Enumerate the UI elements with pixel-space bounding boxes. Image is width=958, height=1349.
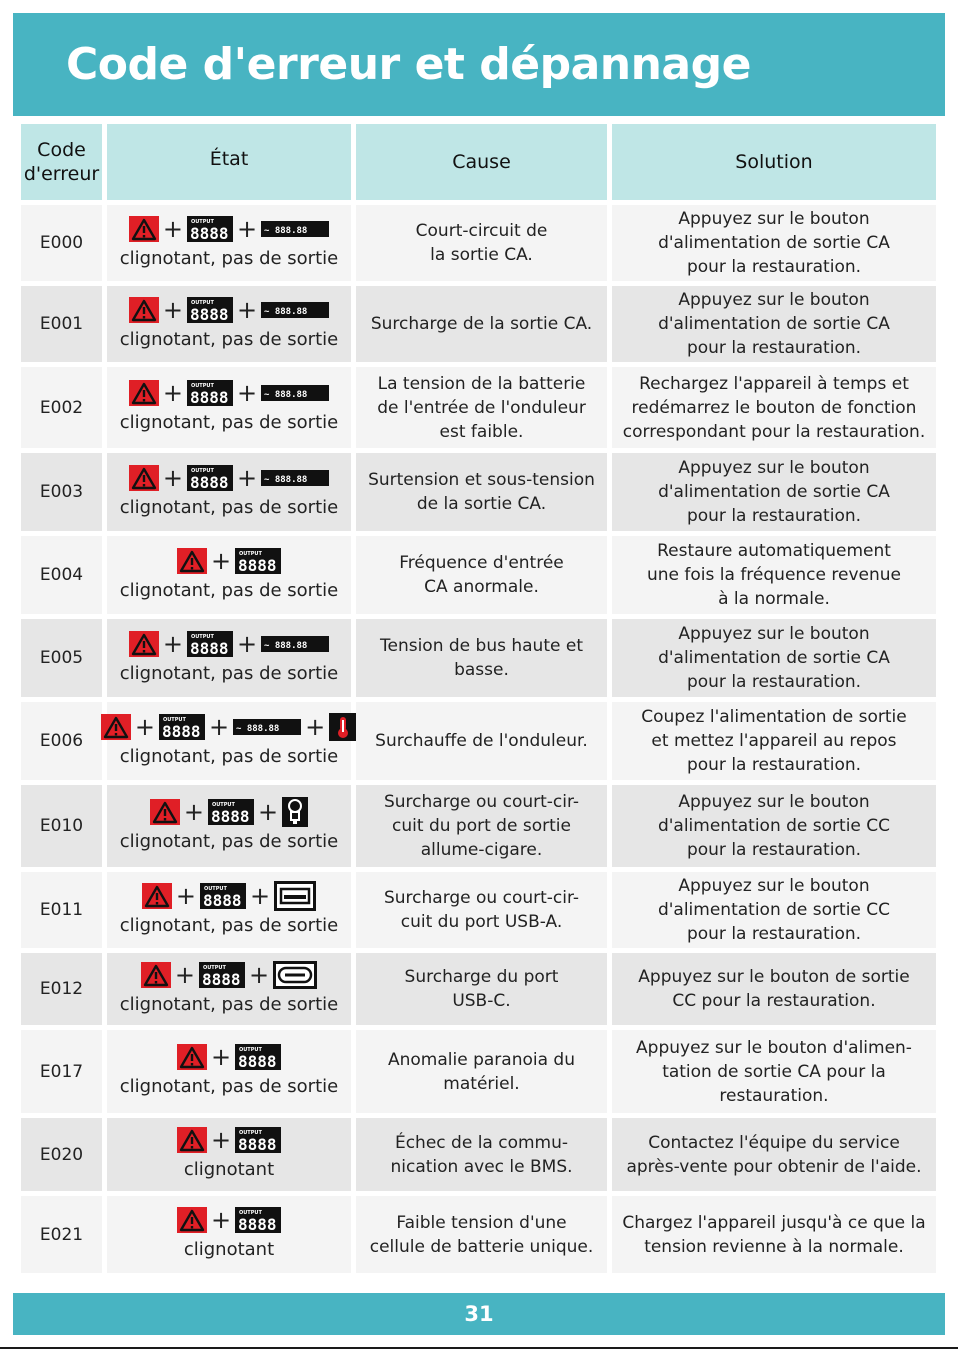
cause-cell: Court-circuit de la sortie CA. [356, 205, 607, 281]
cause-cell: La tension de la batterie de l'entrée de l'onduleur est faible. [356, 367, 607, 448]
svg-text:OUTPUT: OUTPUT [191, 467, 214, 474]
svg-text:OUTPUT: OUTPUT [191, 383, 214, 389]
svg-text:OUTPUT: OUTPUT [203, 964, 226, 971]
plus-sign: + [237, 379, 258, 407]
indicator-icons [177, 1207, 281, 1233]
error-code-cell: E021 [21, 1196, 102, 1273]
plus-sign: + [210, 1126, 232, 1154]
state-cell [107, 1118, 351, 1191]
indicator-icons [129, 216, 329, 242]
output-display [235, 1207, 281, 1233]
error-code-cell: E011 [21, 872, 102, 948]
state-cell [107, 619, 351, 697]
plus-sign: + [162, 379, 183, 407]
page-number: 31 [464, 1302, 494, 1326]
state-text: clignotant, pas de sortie [119, 745, 339, 767]
usb-c-icon [273, 961, 317, 989]
output-display [187, 631, 233, 657]
cause-cell: Échec de la commu- nication avec le BMS. [356, 1118, 607, 1191]
svg-text:OUTPUT: OUTPUT [204, 885, 227, 892]
output-display [159, 714, 205, 740]
svg-text:~ 888.88: ~ 888.88 [236, 723, 280, 734]
plus-sign: + [258, 797, 279, 826]
cause-cell: Surchauffe de l'onduleur. [356, 702, 607, 780]
indicator-icons [177, 548, 281, 574]
solution-cell: Restaure automatiquement une fois la fréquence revenue à la normale. [612, 536, 936, 614]
svg-text:OUTPUT: OUTPUT [191, 299, 214, 306]
indicator-icons [177, 1044, 281, 1070]
state-cell [107, 367, 351, 448]
svg-text:OUTPUT: OUTPUT [212, 801, 235, 808]
plus-sign: + [174, 960, 195, 989]
footer-bar [13, 1293, 945, 1335]
indicator-icons [177, 1127, 281, 1153]
cause-cell: Fréquence d'entrée CA anormale. [356, 536, 607, 614]
svg-text:8888: 8888 [190, 304, 229, 323]
plus-sign: + [210, 1043, 232, 1071]
state-cell [107, 1196, 351, 1273]
warning-icon [177, 1044, 207, 1070]
solution-cell: Appuyez sur le bouton d'alimentation de sortie CA pour la restauration. [612, 205, 936, 281]
plus-sign: + [162, 463, 183, 492]
error-code-cell: E004 [21, 536, 102, 614]
output-display [200, 883, 246, 909]
plus-sign: + [183, 797, 204, 826]
plus-sign: + [162, 629, 183, 658]
state-cell [107, 453, 351, 531]
frequency-display [261, 385, 329, 401]
error-code-cell: E017 [21, 1030, 102, 1113]
warning-icon [129, 465, 159, 491]
warning-icon [129, 216, 159, 242]
output-display [199, 962, 245, 988]
output-display [208, 799, 254, 825]
output-display [235, 548, 281, 574]
state-text: clignotant, pas de sortie [119, 328, 339, 350]
state-cell [107, 1030, 351, 1113]
state-text: clignotant, pas de sortie [119, 1076, 339, 1097]
error-code-cell: E000 [21, 205, 102, 281]
header-solution [612, 124, 936, 200]
solution-cell: Appuyez sur le bouton d'alimen- tation de sortie CA pour la restauration. [612, 1030, 936, 1113]
usb-a-icon [274, 881, 316, 911]
plus-sign: + [237, 214, 258, 243]
solution-cell: Contactez l'équipe du service après-vente pour obtenir de l'aide. [612, 1118, 936, 1191]
page-title: Code d'erreur et dépannage [66, 39, 751, 90]
svg-text:8888: 8888 [238, 555, 277, 574]
state-cell [107, 872, 351, 948]
warning-icon [101, 714, 131, 740]
plus-sign: + [237, 463, 258, 492]
state-text: clignotant, pas de sortie [119, 662, 339, 684]
error-code-cell: E006 [21, 702, 102, 780]
svg-text:OUTPUT: OUTPUT [162, 716, 186, 723]
svg-text:8888: 8888 [238, 1215, 277, 1233]
plus-sign: + [237, 629, 258, 658]
car-socket-icon [282, 797, 308, 827]
plus-sign: + [134, 712, 155, 741]
solution-cell: Coupez l'alimentation de sortie et mettez l'appareil au repos pour la restauration. [612, 702, 936, 780]
svg-text:OUTPUT: OUTPUT [191, 218, 214, 225]
svg-text:8888: 8888 [238, 1052, 277, 1070]
output-display [235, 1044, 281, 1070]
error-code-cell: E010 [21, 785, 102, 867]
plus-sign: + [175, 881, 196, 910]
svg-text:~ 888.88: ~ 888.88 [264, 474, 308, 485]
output-display [187, 380, 233, 406]
header-cause-label: Cause [452, 151, 511, 173]
state-text: clignotant, pas de sortie [119, 247, 339, 269]
svg-text:8888: 8888 [190, 388, 229, 406]
svg-text:~ 888.88: ~ 888.88 [264, 306, 308, 317]
cause-cell: Surcharge ou court-cir- cuit du port USB-A. [356, 872, 607, 948]
solution-cell: Appuyez sur le bouton d'alimentation de sortie CC pour la restauration. [612, 785, 936, 867]
indicator-icons [141, 962, 317, 988]
error-code-cell: E001 [21, 286, 102, 362]
plus-sign: + [237, 295, 258, 324]
header-banner [13, 13, 945, 116]
cause-cell: Faible tension d'une cellule de batterie unique. [356, 1196, 607, 1273]
warning-icon [129, 380, 159, 406]
svg-text:8888: 8888 [161, 721, 201, 740]
plus-sign: + [210, 1206, 232, 1234]
cause-cell: Tension de bus haute et basse. [356, 619, 607, 697]
svg-text:8888: 8888 [238, 1135, 277, 1153]
plus-sign: + [305, 712, 326, 741]
frequency-display [261, 636, 329, 652]
state-text: clignotant, pas de sortie [119, 496, 339, 518]
cause-cell: Surcharge du port USB-C. [356, 953, 607, 1025]
error-code-cell: E020 [21, 1118, 102, 1191]
state-text: clignotant, pas de sortie [119, 914, 339, 936]
cause-cell: Surcharge ou court-cir- cuit du port de sortie allume-cigare. [356, 785, 607, 867]
output-display [187, 297, 233, 323]
svg-text:OUTPUT: OUTPUT [239, 1130, 262, 1136]
warning-icon [150, 799, 180, 825]
solution-cell: Appuyez sur le bouton de sortie CC pour la restauration. [612, 953, 936, 1025]
warning-icon [177, 1127, 207, 1153]
svg-text:~ 888.88: ~ 888.88 [264, 390, 308, 400]
warning-icon [129, 631, 159, 657]
error-code-cell: E012 [21, 953, 102, 1025]
solution-cell: Appuyez sur le bouton d'alimentation de sortie CA pour la restauration. [612, 286, 936, 362]
state-cell [107, 702, 351, 780]
indicator-icons [129, 380, 329, 406]
warning-icon [142, 883, 172, 909]
state-text: clignotant, pas de sortie [119, 830, 339, 852]
error-code-cell: E003 [21, 453, 102, 531]
svg-text:OUTPUT: OUTPUT [191, 633, 214, 640]
svg-text:8888: 8888 [190, 223, 229, 242]
thermometer-icon [329, 713, 357, 741]
frequency-display [233, 719, 301, 735]
header-code [21, 124, 102, 200]
indicator-icons [142, 883, 316, 909]
error-code-cell: E002 [21, 367, 102, 448]
output-display [187, 465, 233, 491]
warning-icon [141, 962, 171, 988]
cause-cell: Surcharge de la sortie CA. [356, 286, 607, 362]
solution-cell: Chargez l'appareil jusqu'à ce que la tension revienne à la normale. [612, 1196, 936, 1273]
warning-icon [177, 548, 207, 574]
warning-icon [177, 1207, 207, 1233]
svg-text:OUTPUT: OUTPUT [239, 1210, 262, 1216]
svg-text:~ 888.88: ~ 888.88 [264, 640, 308, 651]
cause-cell: Anomalie paranoia du matériel. [356, 1030, 607, 1113]
state-text: clignotant [183, 1239, 275, 1260]
header-state [107, 124, 351, 200]
svg-text:8888: 8888 [203, 890, 242, 909]
plus-sign: + [249, 960, 270, 989]
error-code-table [21, 124, 936, 1273]
frequency-display [261, 302, 329, 318]
svg-text:OUTPUT: OUTPUT [239, 1047, 262, 1053]
output-display [235, 1127, 281, 1153]
output-display [187, 216, 233, 242]
solution-cell: Appuyez sur le bouton d'alimentation de sortie CA pour la restauration. [612, 453, 936, 531]
solution-cell: Appuyez sur le bouton d'alimentation de sortie CA pour la restauration. [612, 619, 936, 697]
svg-text:8888: 8888 [202, 969, 241, 988]
indicator-icons [129, 631, 329, 657]
plus-sign: + [250, 881, 271, 910]
svg-text:8888: 8888 [211, 806, 250, 825]
indicator-icons [129, 465, 329, 491]
indicator-icons [129, 297, 329, 323]
state-cell [107, 286, 351, 362]
solution-cell: Appuyez sur le bouton d'alimentation de sortie CC pour la restauration. [612, 872, 936, 948]
header-cause [356, 124, 607, 200]
cause-cell: Surtension et sous-tension de la sortie CA. [356, 453, 607, 531]
state-text: clignotant [183, 1159, 275, 1180]
state-text: clignotant, pas de sortie [119, 993, 339, 1015]
header-solution-label: Solution [735, 151, 813, 173]
frequency-display [261, 221, 329, 237]
svg-text:8888: 8888 [190, 638, 229, 657]
state-text: clignotant, pas de sortie [119, 579, 339, 601]
plus-sign: + [210, 546, 232, 575]
solution-cell: Rechargez l'appareil à temps et redémarrez le bouton de fonction correspondant pour la restauration. [612, 367, 936, 448]
plus-sign: + [208, 712, 230, 741]
state-cell [107, 785, 351, 867]
warning-icon [129, 297, 159, 323]
state-cell [107, 205, 351, 281]
plus-sign: + [162, 295, 183, 324]
frequency-display [261, 470, 329, 486]
header-state-label: État [209, 148, 249, 170]
state-cell [107, 953, 351, 1025]
indicator-icons [101, 714, 357, 740]
state-text: clignotant, pas de sortie [119, 412, 339, 433]
header-code-label: Code d'erreur [23, 139, 100, 185]
state-cell [107, 536, 351, 614]
svg-text:OUTPUT: OUTPUT [239, 550, 262, 557]
plus-sign: + [162, 214, 183, 243]
svg-text:~ 888.88: ~ 888.88 [264, 225, 308, 236]
indicator-icons [150, 799, 308, 825]
svg-text:8888: 8888 [190, 472, 229, 491]
error-code-cell: E005 [21, 619, 102, 697]
